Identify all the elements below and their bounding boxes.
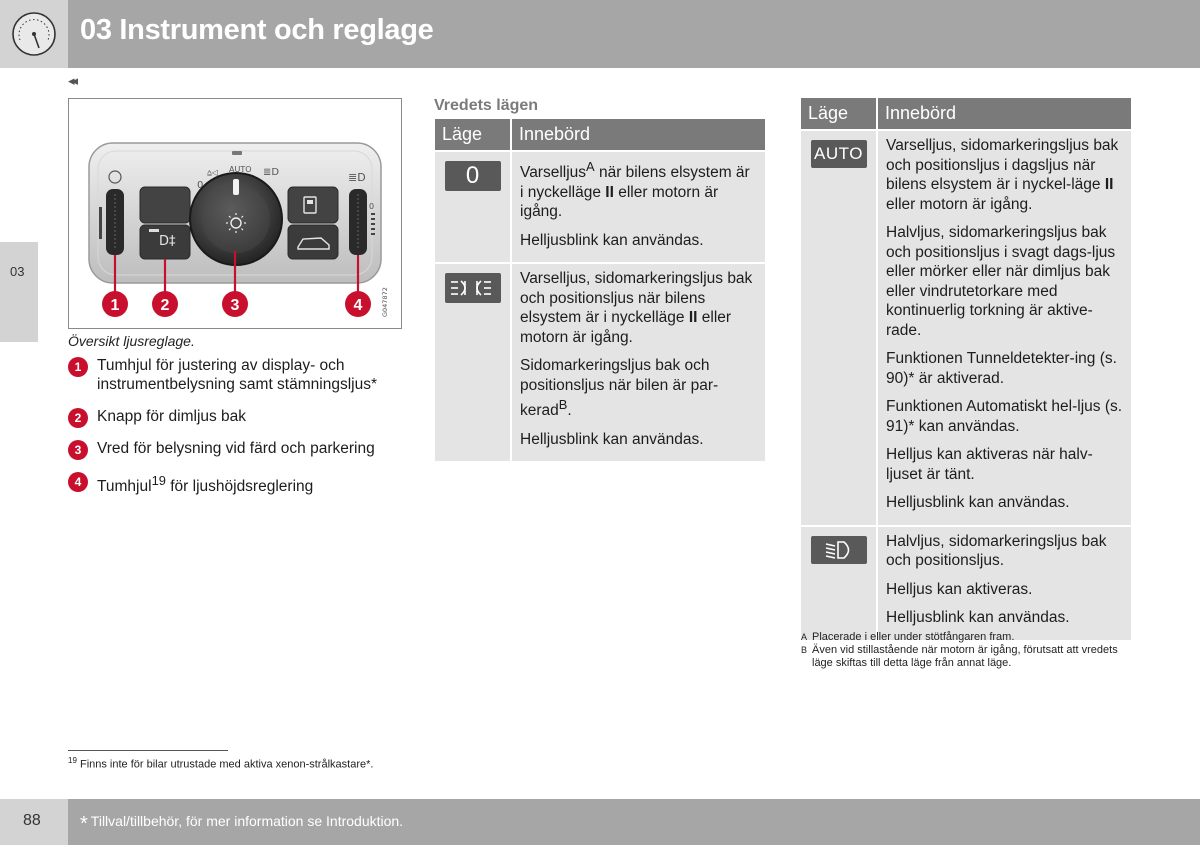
meaning-cell [877, 130, 1131, 526]
header-icon-box [0, 0, 68, 68]
position-icon-cell [435, 263, 511, 461]
text: Funktionen Automatiskt hel-ljus (s. 91)* kan användas. [886, 398, 1123, 435]
footer-note-text: Tillval/tillbehör, för mer information se Introduktion. [90, 813, 404, 829]
low-beam-icon [811, 536, 867, 564]
footnote-text: Finns inte för bilar utrustade med aktiva xenon-strålkastare*. [79, 758, 374, 771]
callout-2: 2 [160, 297, 170, 314]
text: Helljusblink kan användas. [520, 231, 704, 249]
svg-text:≣D: ≣D [263, 167, 280, 178]
note-mark: A [801, 632, 808, 642]
light-control-panel-illustration [69, 99, 401, 328]
key-position: II [1104, 176, 1114, 193]
svg-text:≣D: ≣D [348, 171, 366, 184]
text: Halvljus, sidomarkeringsljus bak och positionsljus i svagt dags-ljus eller mörker eller när dimljus bak eller vindrutetorkare med kontinuerlig torkning är aktive-rade. [886, 224, 1116, 339]
text: Helljus kan aktiveras när halv-ljuset är tänt. [886, 446, 1093, 483]
column-header-position: Läge [801, 98, 877, 130]
knob-positions-table-continued [801, 98, 1131, 640]
text: Helljusblink kan användas. [520, 430, 704, 448]
auto-position-icon: AUTO [811, 140, 867, 168]
text: Helljusblink kan användas. [886, 609, 1070, 626]
note-ref: B [558, 397, 568, 413]
meaning-cell [511, 151, 765, 263]
text: eller motorn är igång. [520, 183, 719, 221]
meaning-cell [877, 526, 1131, 640]
meaning-cell [511, 263, 765, 461]
note-mark: B [801, 645, 808, 655]
footnote-divider [68, 750, 228, 751]
table-note [801, 644, 1131, 670]
table-row [435, 151, 765, 263]
text: Varselljus, sidomarkeringsljus bak och positionsljus när bilens elsystem är i nyckelläge [520, 270, 753, 327]
legend-item [68, 439, 408, 458]
callout-3: 3 [230, 297, 240, 314]
legend-item [68, 407, 408, 426]
note-text: Även vid stillastående när motorn är igång, förutsatt att vredets läge skiftas till detta läge från annat läge. [812, 644, 1118, 669]
legend-number: 3 [68, 440, 88, 460]
svg-text:0: 0 [369, 202, 375, 211]
text: Helljusblink kan användas. [886, 494, 1070, 511]
legend-item [68, 471, 408, 496]
legend-footnote-ref: 19 [151, 473, 166, 488]
page-title: 03 Instrument och reglage [80, 14, 434, 46]
speedometer-icon [0, 0, 68, 68]
text: eller motorn är igång. [886, 195, 1033, 213]
callout-1: 1 [110, 297, 120, 314]
legend-number: 4 [68, 472, 88, 492]
chapter-tab-label: 03 [10, 264, 25, 279]
parking-lights-icon [445, 273, 501, 303]
text: Halvljus, sidomarkeringsljus bak och positionsljus. [886, 532, 1107, 569]
knob-zero-label: 0 [197, 180, 204, 191]
light-controls-figure [68, 98, 402, 329]
key-position: II [605, 183, 614, 201]
page-footer [0, 799, 1200, 845]
table-notes [801, 631, 1131, 670]
table-note [801, 631, 1131, 644]
column-header-position: Läge [435, 119, 511, 151]
column-header-meaning: Innebörd [877, 98, 1131, 130]
svg-text:D‡: D‡ [159, 234, 176, 249]
text: Varselljus, sidomarkeringsljus bak och positionsljus i dagsljus när bilens elsystem är i nyckel-läge [886, 137, 1119, 193]
footnote-number: 19 [68, 756, 77, 765]
key-position: II [688, 309, 698, 327]
page-header [0, 0, 1200, 68]
figure-legend [68, 356, 408, 509]
note-ref: A [586, 159, 595, 174]
text: Funktionen Tunneldetekter-ing (s. 90)* är aktiverad. [886, 350, 1117, 387]
svg-text:⩠◁: ⩠◁ [207, 168, 219, 177]
legend-text-a: Tumhjul [97, 478, 152, 496]
position-icon-cell [801, 130, 877, 526]
figure-code: G047872 [381, 287, 389, 317]
footer-note [80, 813, 403, 836]
knob-auto-label: AUTO [229, 165, 252, 174]
text: Helljus kan aktiveras. [886, 580, 1033, 598]
text: . [567, 402, 572, 420]
position-icon-cell [435, 151, 511, 263]
section-title: Vredets lägen [434, 97, 539, 114]
text: Sidomarkeringsljus bak och positionsljus när bilen är par-kerad [520, 357, 719, 420]
text: eller motorn är igång. [520, 309, 732, 346]
callout-4: 4 [353, 297, 363, 314]
table-row [801, 130, 1131, 526]
figure-caption: Översikt ljusreglage. [68, 333, 195, 349]
position-icon-cell [801, 526, 877, 640]
legend-item [68, 356, 408, 394]
text: Varselljus [520, 164, 587, 182]
column-header-meaning: Innebörd [511, 119, 765, 151]
knob-positions-table [435, 119, 765, 461]
legend-text: Vred för belysning vid färd och parkering [97, 440, 375, 457]
table-row [435, 263, 765, 461]
star-icon: * [80, 813, 88, 835]
chapter-tab[interactable] [0, 242, 38, 342]
legend-number: 1 [68, 357, 88, 377]
legend-text: Knapp för dimljus bak [97, 408, 247, 425]
zero-position-icon: 0 [445, 161, 501, 191]
text: när bilens elsystem är i nyckelläge [520, 164, 750, 201]
legend-number: 2 [68, 408, 88, 428]
table-row [801, 526, 1131, 640]
legend-text: Tumhjul för justering av display- och instrumentbelysning samt stämningsljus* [97, 357, 377, 393]
legend-text-b: för ljushöjdsreglering [165, 478, 314, 496]
note-text: Placerade i eller under stötfångaren fram. [812, 631, 1015, 643]
page-number: 88 [23, 812, 41, 829]
page-number-box [0, 799, 68, 845]
footnote [68, 756, 373, 771]
back-navigation-icon[interactable]: ◂◂ [68, 73, 76, 88]
